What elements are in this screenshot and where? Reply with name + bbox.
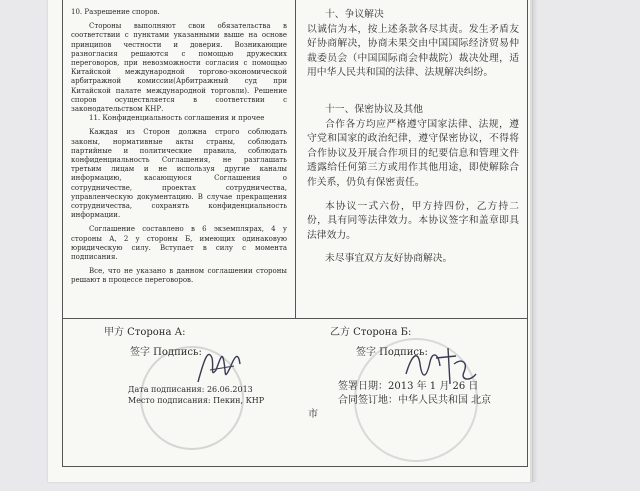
party-a-label: 甲方 Сторона А: [104,327,186,338]
party-a-signature-label: 签字 Подпись: [130,347,202,358]
document-page [48,0,532,482]
party-a-date-place [128,384,264,406]
page-edge-shadow [530,0,538,482]
party-b-signature-label: 签字 Подпись: [356,347,428,358]
party-a-signature-block [104,326,202,360]
zh-paragraph-other: 未尽事宜双方友好协商解决。 [325,253,453,265]
chinese-text-column [307,8,519,314]
russian-text-column [71,8,287,314]
column-divider [295,0,296,318]
party-b-signing-place: 合同签订地：中华人民共和国 北京 [338,395,492,406]
zh-paragraph-disputes: 以诚信为本，按上述条款各尽其责。发生矛盾友好协商解决，协商未果交由中国国际经济贸易仲裁委员会（中国国际商会仲裁院）裁决处理，适用中华人民共和国的法律、法规解决纠纷。 [307,23,519,79]
ru-paragraph-copies: Соглашение составлено в 6 экземплярах, 4 у стороны А, 2 у стороны Б, имеющих одинаковую юридическую силу. Вступает в силу с момента подписания. [71,225,287,262]
ru-heading-confidentiality: 11. Конфиденциальность соглашения и прочее [89,114,265,123]
signature-divider [63,318,527,319]
party-a-signing-date: Дата подписания: 26.06.2013 [128,385,253,394]
ru-heading-disputes: 10. Разрешение споров. [71,8,160,16]
zh-paragraph-copies: 本协议一式六份，甲方持四份，乙方持二份，具有同等法律效力。本协议签字和盖章即具法律效力。 [307,200,519,241]
ru-paragraph-other: Все, что не указано в данном соглашении стороны решают в процессе переговоров. [71,267,287,285]
party-b-signing-place-cont: 市 [308,409,318,420]
zh-heading-confidentiality: 十一、保密协议及其他 [325,103,423,115]
ru-paragraph-disputes: Стороны выполняют свои обязательства в соответствии с пунктами указанными выше на основе принципов честности и доверия. Возникающие разногласия решаются с помощью дружеских переговоров, при невозможности согласия с помощью Китайской международной торгово-экономической арбитражной комиссии(Арбитражный суд при Китайской палате международной торговли). Решение споров осуществляется в соответствии с законодательством КНР. [71,22,287,114]
party-a-signing-place: Место подписания: Пекин, КНР [128,396,265,405]
party-b-label: 乙方 Сторона Б: [330,327,412,338]
zh-heading-disputes: 十、争议解决 [325,9,384,20]
party-a-handwritten-signature [190,340,250,390]
party-b-date-place [308,380,492,422]
party-b-signing-date: 签署日期：2013 年 1 月 26 日 [338,381,479,392]
ru-paragraph-confidentiality: Каждая из Сторон должна строго соблюдать законы, нормативные акты страны, соблюдать партийные и политические правила, соблюдать конфиденциальность Соглашения, не разглашать третьим лицам и не используя другие каналы информацию, касающуюся Соглашения о сотрудничестве, проектах сотрудничества, управленческую документацию. В случае прекращения сотрудничества, сохранять конфиденциальность информации. [71,128,287,220]
zh-paragraph-confidentiality: 合作各方均应严格遵守国家法律、法规，遵守党和国家的政治纪律，遵守保密协议，不得将合作协议及开展合作项目的纪要信息和管理文件透露给任何第三方或用作其他用途，即使解除合作关系，仍负有保密责任。 [307,118,519,188]
